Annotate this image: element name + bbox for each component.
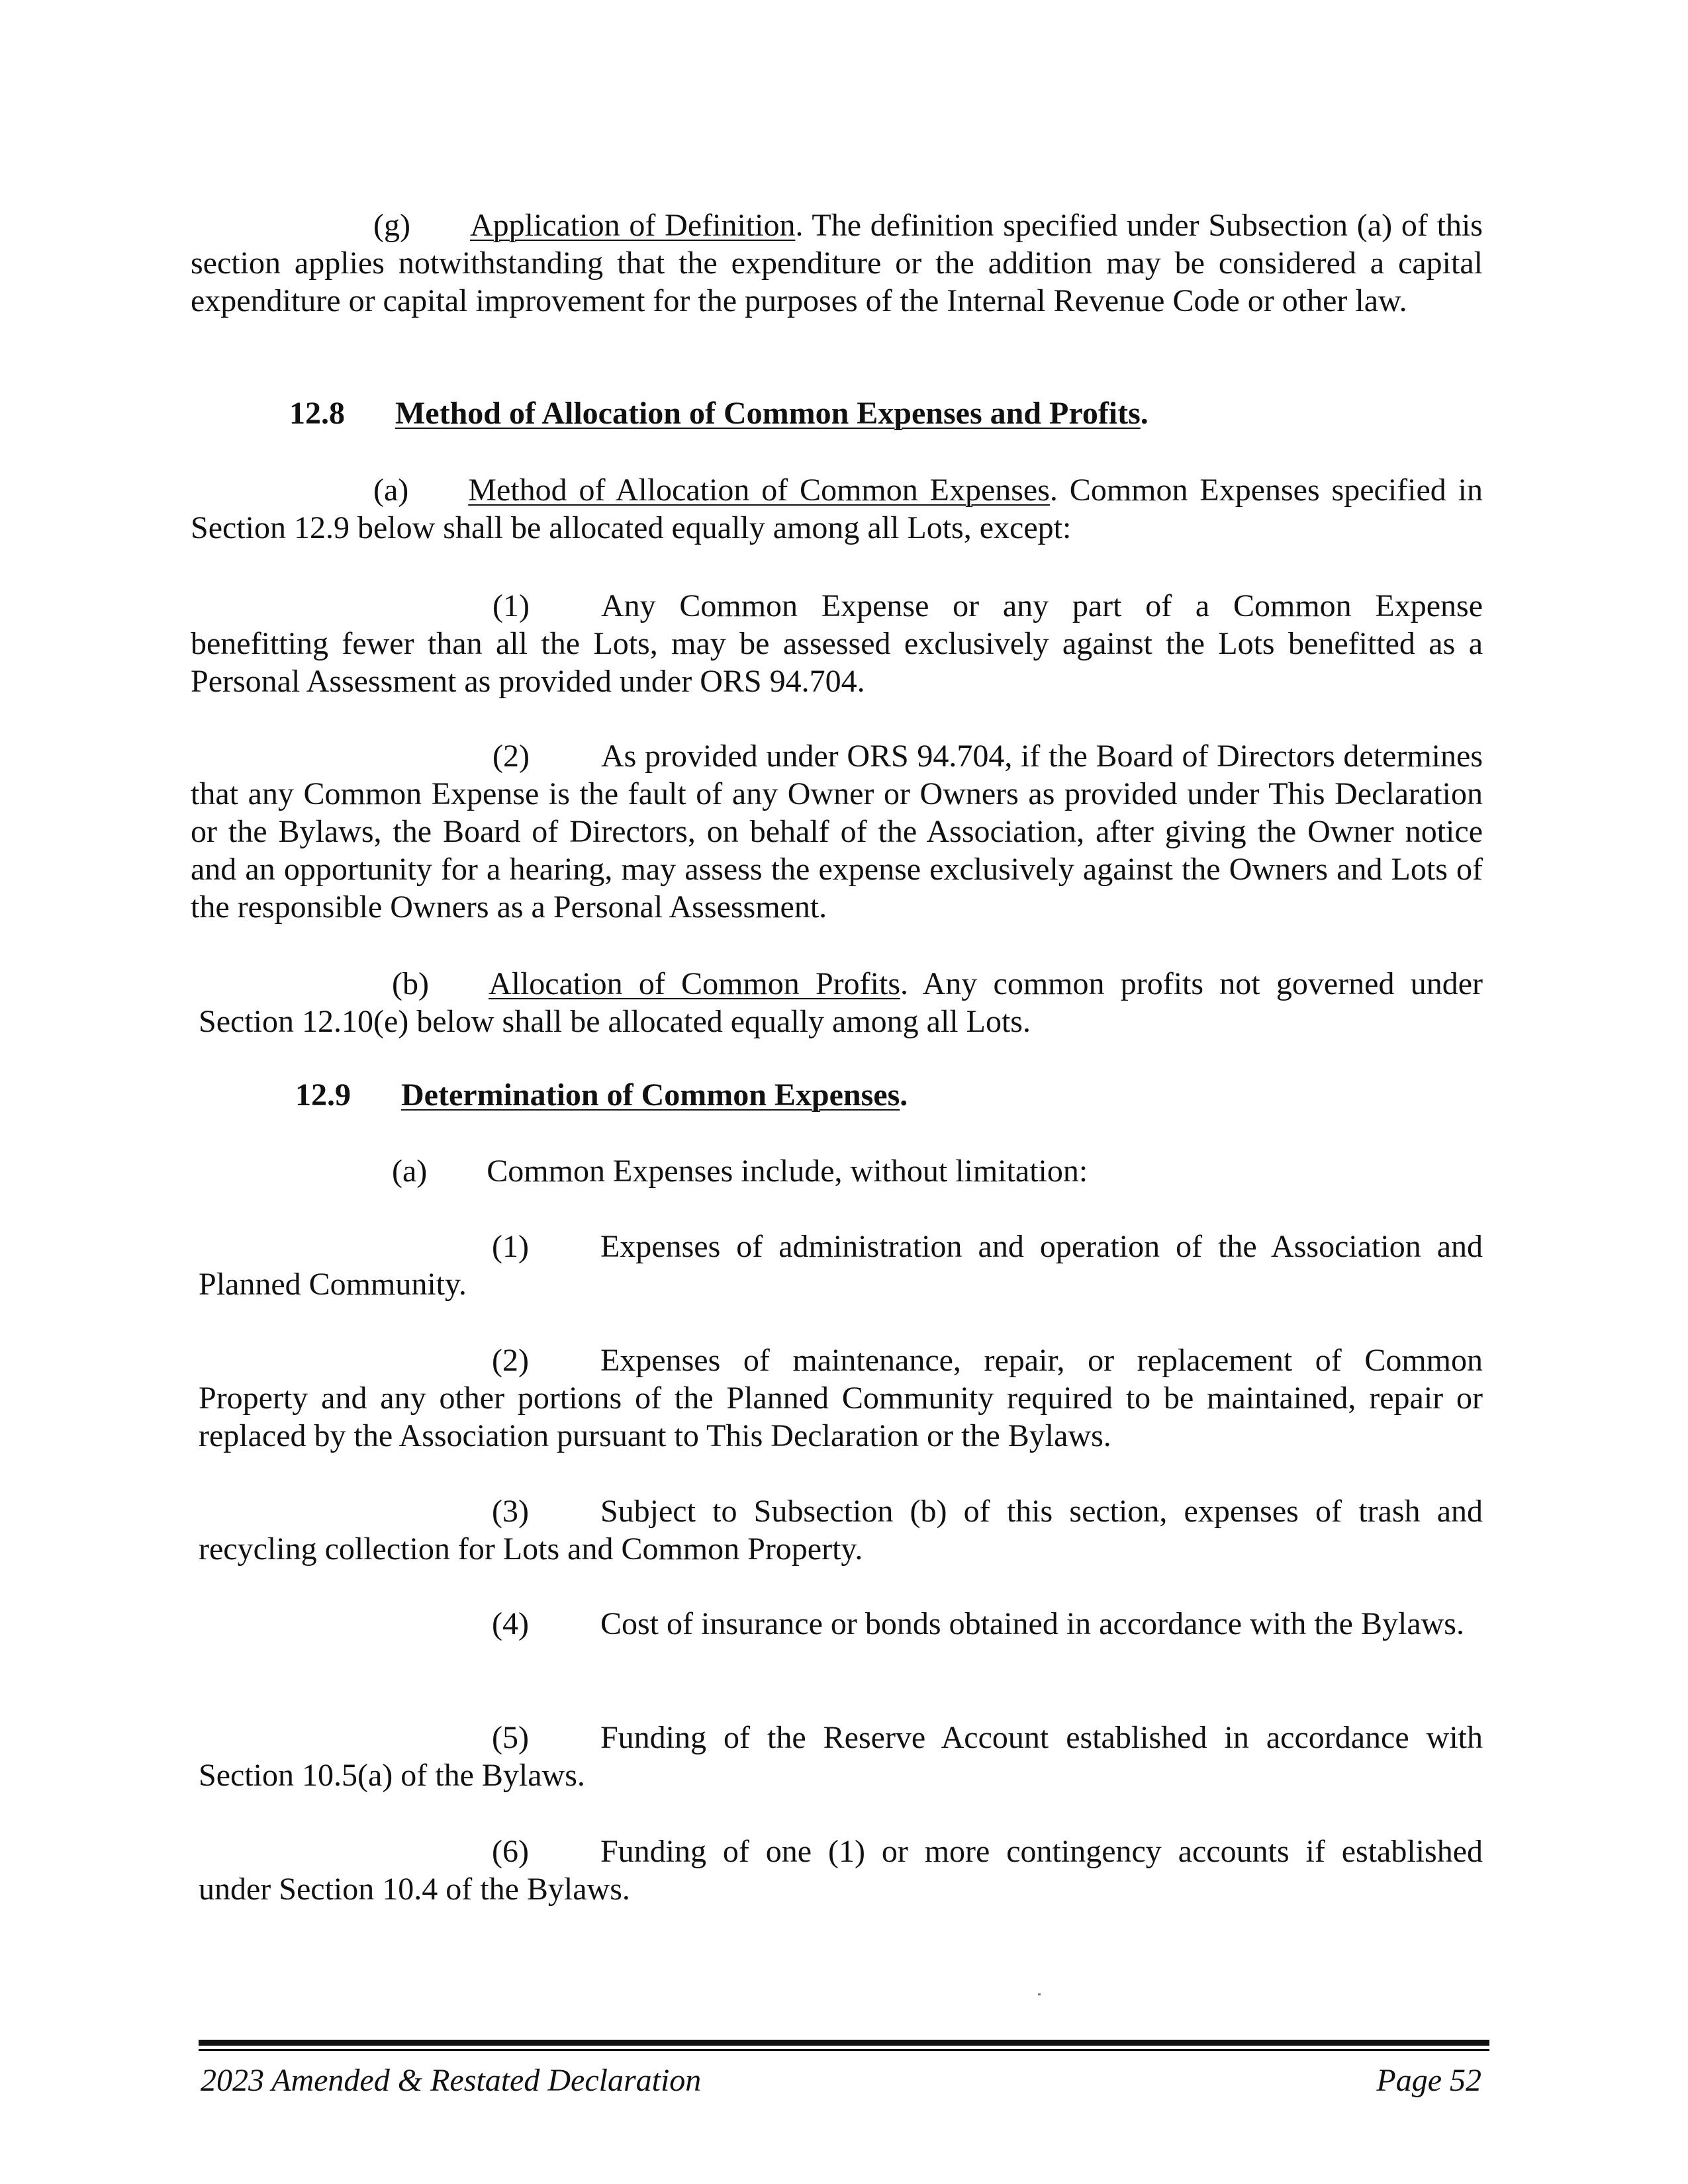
- paragraph-label: (1): [492, 588, 530, 623]
- paragraph-title: Method of Allocation of Common Expenses: [468, 473, 1050, 508]
- paragraph-text: As provided under ORS 94.704, if the Board of Directors determines that any Common Expense is the fault of any Owner or Owners as provided under This Declaration or the Bylaws, the Board of Directors, on behalf of the Association, after giving the Owner notice and an opportunity for a hearing, may assess the expense exclusively against the Owners and Lots of the responsible Owners as a Personal Assessment.: [191, 739, 1483, 925]
- item-text: Funding of the Reserve Account established in accordance with Section 10.5(a) of the Bylaws.: [199, 1720, 1483, 1793]
- list-item: [199, 1492, 1483, 1568]
- footer-rule: [199, 2040, 1489, 2046]
- item-label: (2): [492, 1343, 529, 1378]
- paragraph-label: (2): [492, 739, 530, 774]
- paragraph-12-8-a: [191, 471, 1483, 547]
- section-title: Determination of Common Expenses: [401, 1077, 900, 1113]
- item-label: (3): [492, 1494, 529, 1529]
- paragraph-12-9-a: [199, 1152, 1483, 1190]
- item-text: Subject to Subsection (b) of this section, expenses of trash and recycling collection for Lots and Common Property.: [199, 1494, 1483, 1567]
- paragraph-label: (b): [392, 966, 429, 1001]
- section-number: 12.8: [289, 396, 345, 431]
- paragraph-12-8-a-1: [191, 587, 1483, 700]
- paragraph-g: [191, 206, 1483, 320]
- item-text: Cost of insurance or bonds obtained in accordance with the Bylaws.: [600, 1606, 1464, 1641]
- item-label: (6): [492, 1834, 529, 1869]
- paragraph-text: . Common Expenses specified in Section 12.9 below shall be allocated equally among all Lots, except:: [191, 473, 1483, 545]
- paragraph-text: . The definition specified under Subsection (a) of this section applies notwithstanding that the expenditure or the addition may be considered a capital expenditure or capital improvement for the purposes of the Internal Revenue Code or other law.: [191, 208, 1483, 318]
- item-text: Expenses of administration and operation of the Association and Planned Community.: [199, 1229, 1483, 1302]
- item-text: Funding of one (1) or more contingency accounts if established under Section 10.4 of the Bylaws.: [199, 1834, 1483, 1907]
- section-heading-12-8: 12.8 Method of Allocation of Common Expenses and Profits.: [289, 396, 1149, 431]
- paragraph-text: Any Common Expense or any part of a Common Expense benefitting fewer than all the Lots, may be assessed exclusively against the Lots benefitted as a Personal Assessment as provided under ORS 94.704.: [191, 588, 1483, 699]
- paragraph-12-8-b: [199, 965, 1483, 1040]
- item-label: (4): [492, 1606, 529, 1641]
- footer-document-title: 2023 Amended & Restated Declaration: [201, 2063, 702, 2098]
- list-item: [199, 1605, 1483, 1643]
- footer-page-number: Page 52: [1376, 2063, 1481, 2098]
- list-item: [199, 1342, 1483, 1455]
- paragraph-title: Application of Definition: [469, 208, 796, 243]
- list-item: [199, 1719, 1483, 1794]
- section-title: Method of Allocation of Common Expenses and Profits: [395, 396, 1141, 431]
- paragraph-label: (g): [373, 208, 410, 243]
- paragraph-12-8-a-2: [191, 737, 1483, 926]
- item-text: Expenses of maintenance, repair, or replacement of Common Property and any other portions of the Planned Community required to be maintained, repair or replaced by the Association pursuant to This Declaration or the Bylaws.: [199, 1343, 1483, 1453]
- paragraph-text: . Any common profits not governed under Section 12.10(e) below shall be allocated equally among all Lots.: [199, 966, 1483, 1039]
- item-label: (5): [492, 1720, 529, 1755]
- section-heading-12-9: 12.9 Determination of Common Expenses.: [295, 1077, 908, 1113]
- scan-speck: [1038, 1993, 1041, 1995]
- list-item: [199, 1833, 1483, 1908]
- section-number: 12.9: [295, 1077, 351, 1113]
- paragraph-label: (a): [392, 1154, 428, 1189]
- list-item: [199, 1228, 1483, 1303]
- paragraph-label: (a): [373, 473, 409, 508]
- paragraph-text: Common Expenses include, without limitation:: [487, 1154, 1088, 1189]
- footer-rule-thin: [199, 2049, 1489, 2051]
- paragraph-title: Allocation of Common Profits: [488, 966, 901, 1001]
- item-label: (1): [492, 1229, 529, 1264]
